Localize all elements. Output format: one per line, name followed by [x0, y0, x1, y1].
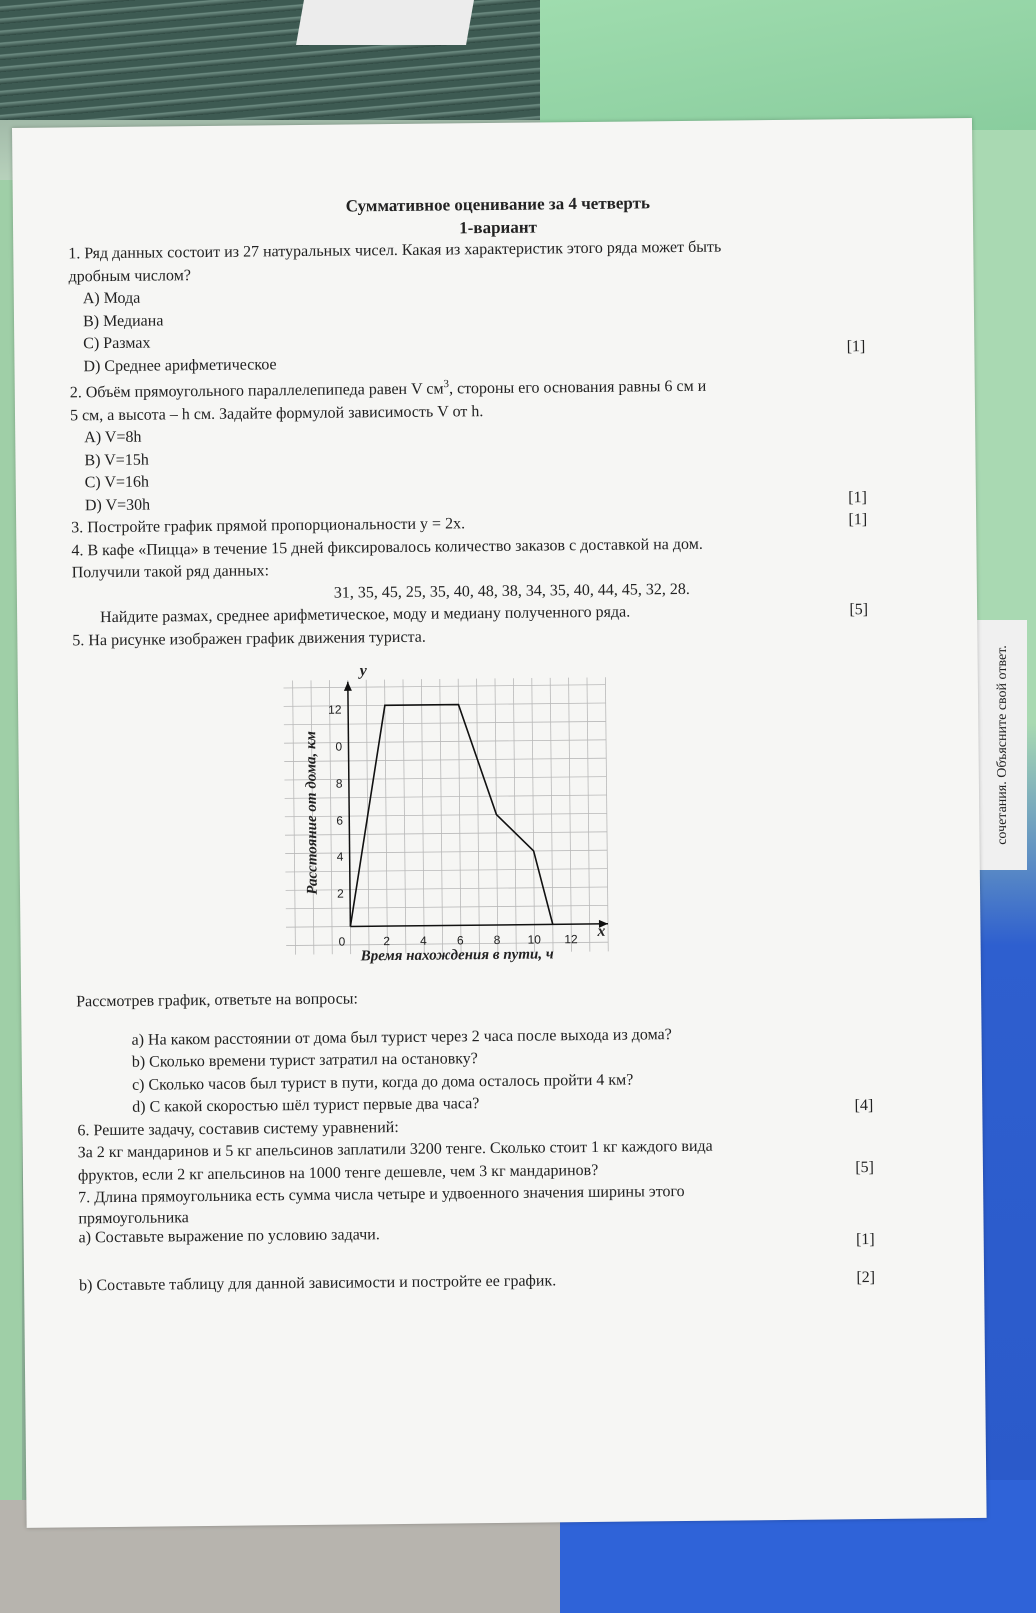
- y-axis-label: Расстояние от дома, км: [303, 731, 321, 895]
- q1-option-c: C) Размах: [83, 334, 151, 353]
- y-axis-arrow: [344, 682, 352, 691]
- q2-superscript: 3: [443, 378, 450, 391]
- y-tick-label: 12: [328, 702, 342, 717]
- q1-text-line2: дробным числом?: [68, 266, 191, 285]
- grid-line-vertical: [532, 678, 535, 952]
- y-tick-label: 0: [335, 739, 343, 754]
- grid-line-vertical: [383, 680, 391, 954]
- q5-score: [4]: [854, 1097, 874, 1115]
- q5-question-b: b) Сколько времени турист затратил на остановку?: [131, 1050, 478, 1071]
- title-line1: Суммативное оценивание за 4 четверть: [345, 193, 651, 216]
- title-line2: 1-вариант: [459, 217, 538, 238]
- y-tick-label: 4: [336, 849, 344, 865]
- y-tick-label: 6: [336, 813, 344, 828]
- q7-text-line2: прямоугольника: [78, 1208, 189, 1227]
- q1-text-line1: 1. Ряд данных состоит из 27 натуральных чисел. Какая из характеристик этого ряда может быть: [68, 238, 722, 263]
- q4-text-line2: Получили такой ряд данных:: [71, 562, 270, 582]
- grid-line-vertical: [587, 677, 590, 951]
- grid-line-horizontal: [285, 869, 607, 872]
- grid-line-horizontal: [285, 813, 607, 816]
- x-tick-label: 6: [456, 933, 464, 948]
- grid-line-vertical: [513, 678, 516, 952]
- grid-line-vertical: [293, 681, 296, 955]
- grid-line-horizontal: [284, 740, 606, 743]
- q4-score: [5]: [849, 601, 869, 619]
- x-tick-label: 8: [493, 932, 501, 947]
- test-sheet: [12, 118, 987, 1528]
- x-tick-label: 2: [383, 934, 391, 949]
- x-tick-label: 0: [338, 934, 346, 949]
- q3-score: [1]: [848, 511, 868, 529]
- q7-part-a: a) Составьте выражение по условию задачи.: [78, 1225, 380, 1246]
- q3-text: 3. Постройте график прямой пропорциональности y = 2x.: [71, 515, 466, 537]
- q1-score: [1]: [846, 337, 866, 355]
- q6-text-line1: 6. Решите задачу, составив систему уравнений:: [77, 1118, 399, 1139]
- x-axis-label: Время нахождения в пути, ч: [360, 946, 554, 965]
- q1-option-a: A) Мода: [82, 289, 141, 308]
- grid-line-horizontal: [285, 850, 607, 853]
- q6-score: [5]: [855, 1158, 875, 1176]
- grid-line-horizontal: [283, 685, 605, 688]
- sheet-content: [68, 189, 899, 1298]
- grid-line-vertical: [421, 679, 424, 953]
- q5-question-a: a) На каком расстоянии от дома был турист через 2 часа после выхода из дома?: [131, 1025, 672, 1049]
- grid-line-horizontal: [285, 832, 607, 835]
- grid-line-horizontal: [285, 795, 607, 798]
- grid-line-horizontal: [284, 721, 606, 724]
- paper-corner: [296, 0, 474, 45]
- q7-score-a: [1]: [855, 1230, 875, 1248]
- grid-line-vertical: [569, 678, 572, 952]
- q1-option-d: D) Среднее арифметическое: [83, 355, 277, 375]
- q2-score: [1]: [848, 488, 868, 506]
- q7-score-b: [2]: [856, 1269, 876, 1287]
- folder-stack: [0, 0, 560, 120]
- q1-option-b: B) Медиана: [82, 311, 164, 330]
- grid-line-horizontal: [284, 777, 606, 780]
- q4-text-line1: 4. В кафе «Пицца» в течение 15 дней фиксировалось количество заказов с доставкой на дом.: [71, 535, 703, 559]
- q4-task: Найдите размах, среднее арифметическое, моду и медиану полученного ряда.: [100, 603, 631, 627]
- y-tick-label: 8: [335, 776, 343, 791]
- x-tick-label: 10: [527, 932, 541, 947]
- y-tick-label: 2: [336, 886, 344, 901]
- q2-text-a: 2. Объём прямоугольного параллелепипеда равен V см: [69, 380, 444, 402]
- q5-text: 5. На рисунке изображен график движения туриста.: [72, 628, 426, 649]
- q2-option-b: B) V=15h: [84, 451, 149, 469]
- grid-line-horizontal: [286, 905, 608, 908]
- grid-line-vertical: [550, 678, 553, 952]
- q4-data: 31, 35, 45, 25, 35, 40, 48, 38, 34, 35, 40, 44, 45, 32, 28.: [333, 580, 690, 602]
- q6-text-line2: За 2 кг мандаринов и 5 кг апельсинов заплатили 3200 тенге. Сколько стоит 1 кг каждого вида: [77, 1137, 713, 1162]
- q2-option-d: D) V=30h: [84, 496, 151, 514]
- q5-question-d: d) С какой скоростью шёл турист первые два часа?: [132, 1095, 480, 1116]
- x-axis-name: x: [597, 922, 606, 940]
- side-note-text: сочетания. Объясните свой ответ.: [995, 645, 1010, 845]
- q5-prompt: Рассмотрев график, ответьте на вопросы:: [76, 990, 359, 1011]
- x-tick-label: 12: [564, 932, 578, 947]
- grid-line-vertical: [440, 679, 443, 953]
- q2-option-a: A) V=8h: [84, 428, 142, 447]
- q2-option-c: C) V=16h: [84, 473, 150, 492]
- grid-line-vertical: [477, 679, 480, 953]
- grid-line-vertical: [605, 677, 608, 951]
- grid-line-horizontal: [286, 887, 608, 890]
- grid-line-vertical: [458, 679, 461, 953]
- q2-text-b: , стороны его основания равны 6 см и: [448, 377, 707, 398]
- q5-question-c: c) Сколько часов был турист в пути, когда до дома осталось пройти 4 км?: [131, 1071, 634, 1094]
- x-tick-label: 4: [420, 933, 427, 948]
- q2-text-line2: 5 см, а высота – h см. Задайте формулой зависимость V от h.: [69, 402, 484, 424]
- grid-line-vertical: [403, 679, 406, 953]
- tourist-graph: [273, 662, 616, 966]
- q6-text-line3: фруктов, если 2 кг апельсинов на 1000 тенге дешевле, чем 3 кг мандаринов?: [77, 1161, 599, 1184]
- q7-part-b: b) Составьте таблицу для данной зависимости и постройте ее график.: [79, 1272, 557, 1295]
- q7-text-line1: 7. Длина прямоугольника есть сумма числа четыре и удвоенного значения ширины этого: [78, 1183, 685, 1207]
- y-axis-name: y: [359, 662, 367, 680]
- grid-line-horizontal: [284, 758, 606, 761]
